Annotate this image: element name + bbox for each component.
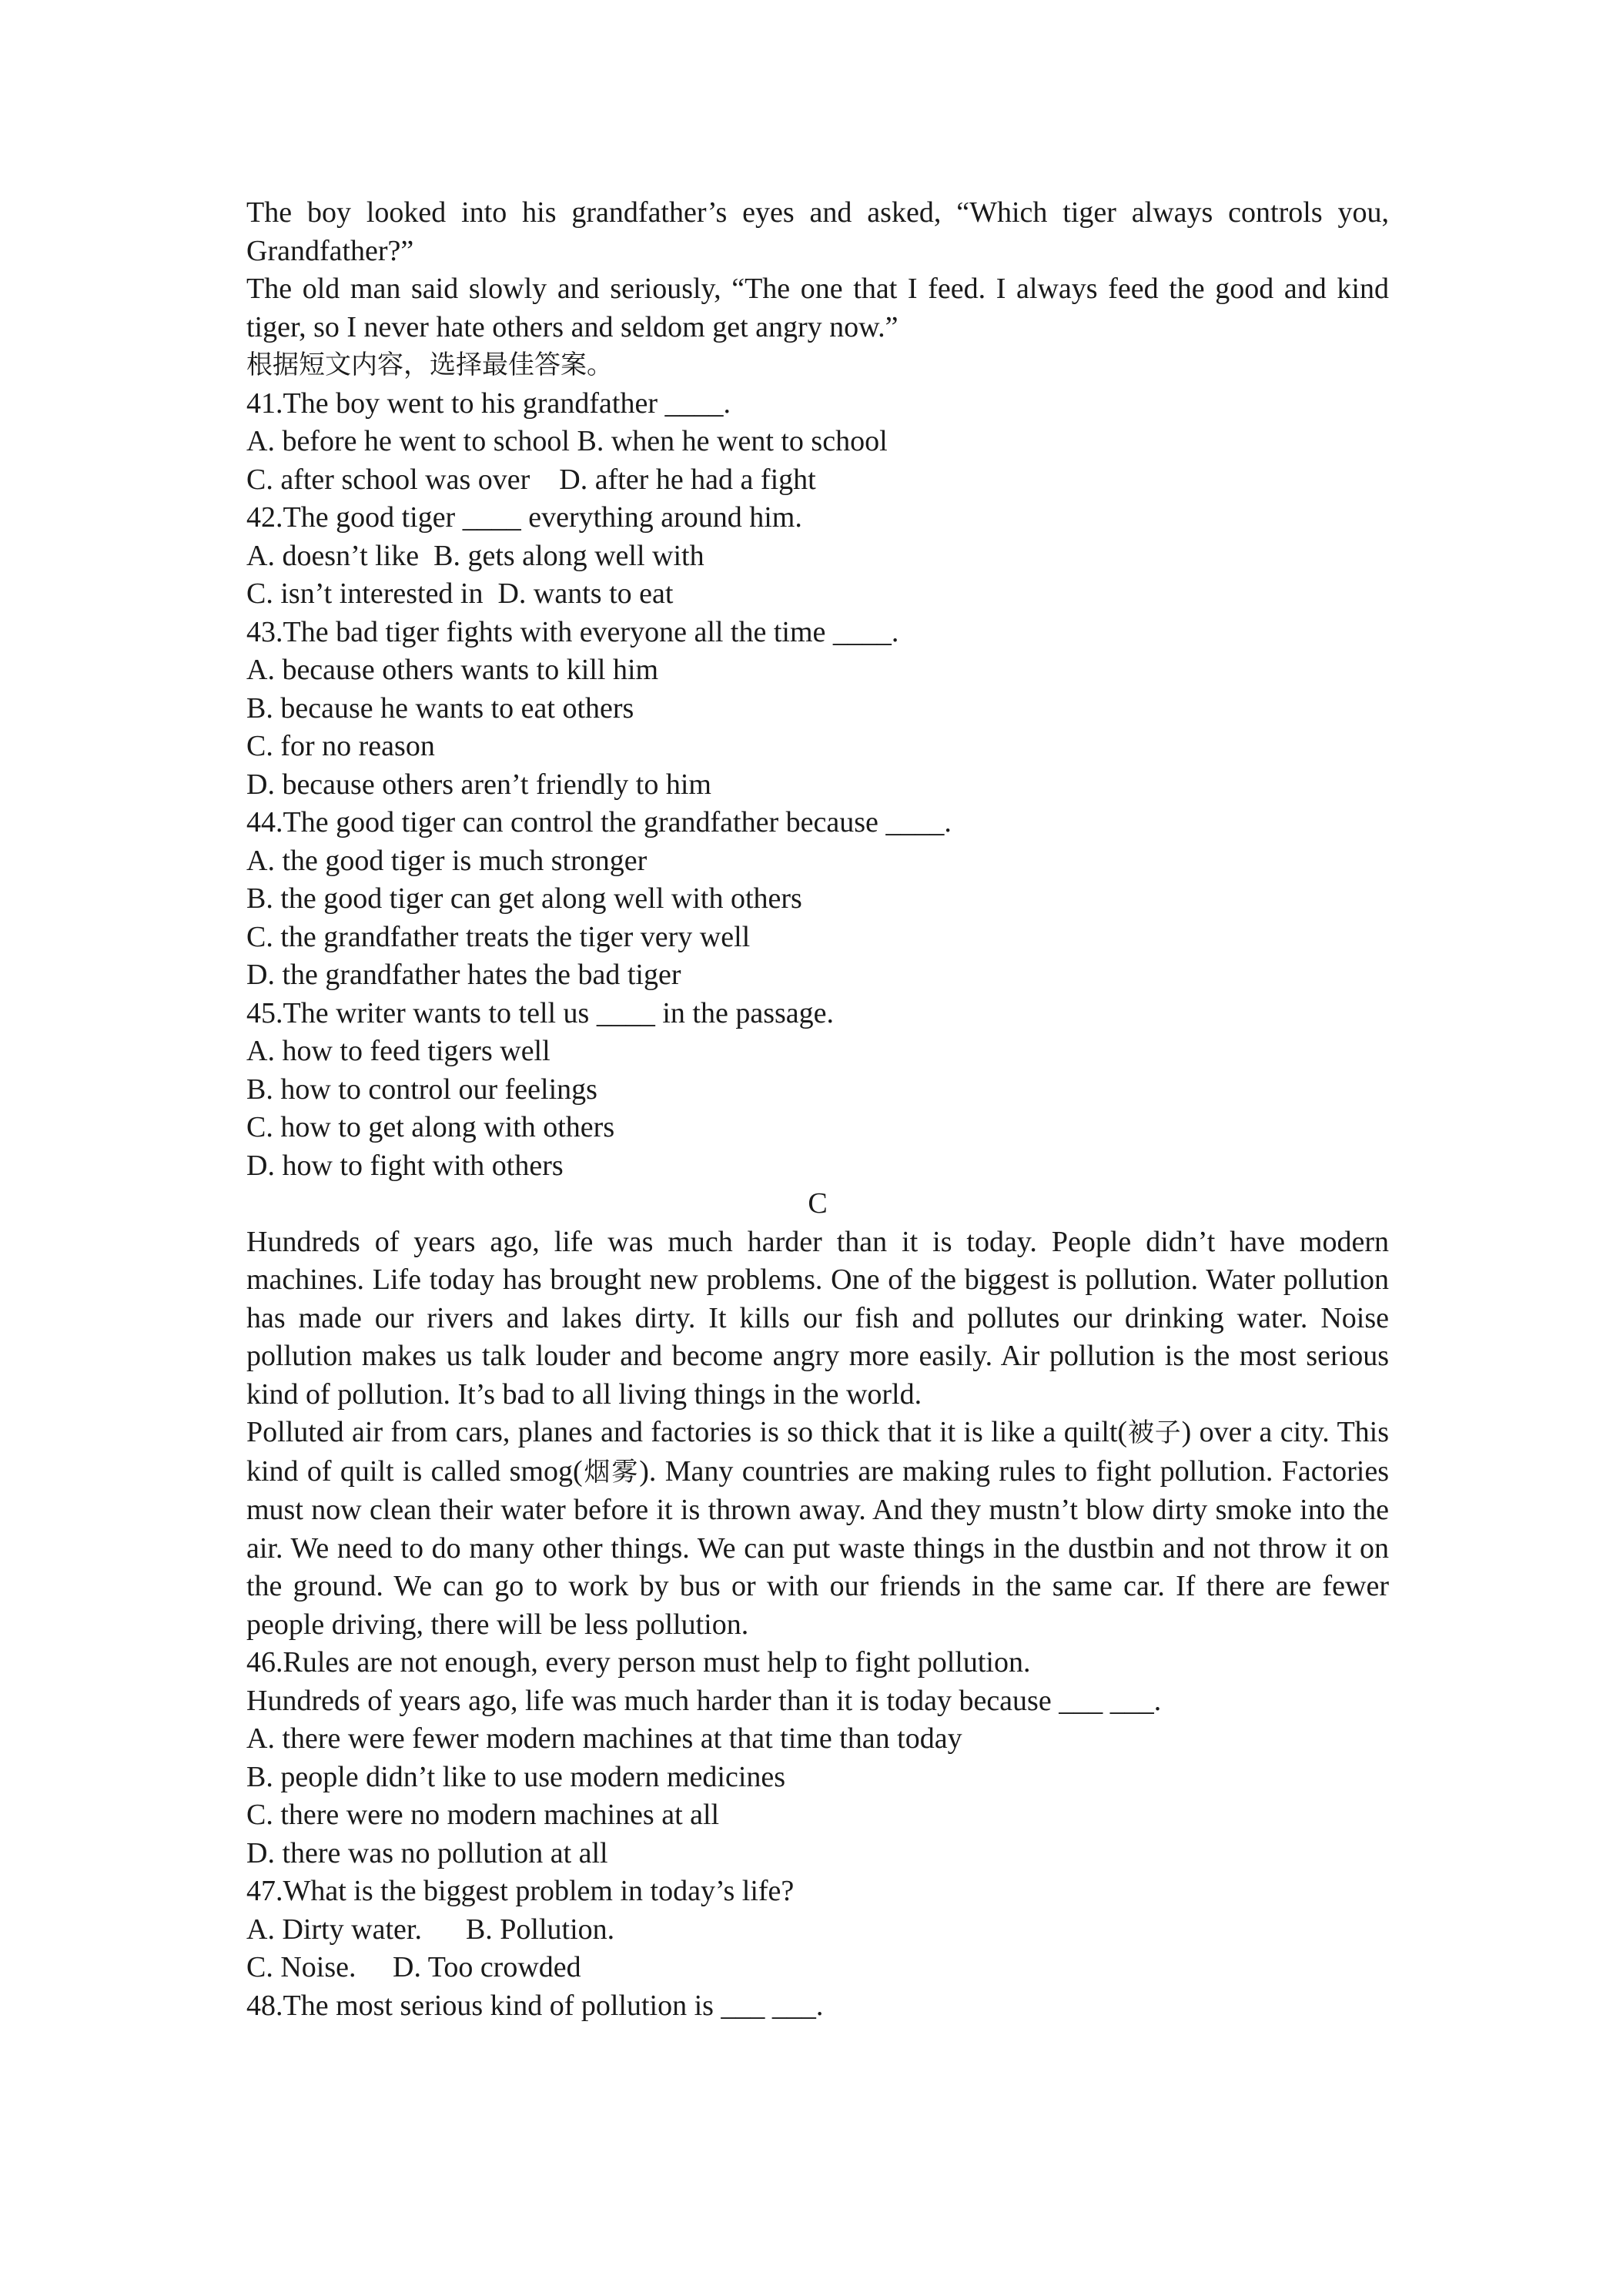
passage-c-paragraph-2 xyxy=(246,1414,1389,1644)
question-45-option-d: D. how to fight with others xyxy=(246,1149,564,1182)
question-43-option-a: A. because others wants to kill him xyxy=(246,654,659,686)
question-43-option-b: B. because he wants to eat others xyxy=(246,691,634,725)
question-42-option-line: C. isn’t interested in D. wants to eat xyxy=(246,577,674,610)
question-45-stem: 45.The writer wants to tell us ____ in the passage. xyxy=(246,996,835,1029)
question-45-option-a: A. how to feed tigers well xyxy=(246,1035,550,1067)
passage-c-closing-line: 46.Rules are not enough, every person must help to fight pollution. xyxy=(246,1646,1031,1678)
question-46-stem: Hundreds of years ago, life was much harder than it is today because ___ ___. xyxy=(246,1684,1162,1717)
question-43-stem: 43.The bad tiger fights with everyone all the time ____. xyxy=(246,615,899,648)
passage-b-paragraph-2: The old man said slowly and seriously, “The one that I feed. I always feed the good and kind tiger, so I never hate others and seldom get angry now.” xyxy=(246,273,1389,343)
question-44-stem: 44.The good tiger can control the grandfather because ____. xyxy=(246,806,952,838)
question-43-option-d: D. because others aren’t friendly to him xyxy=(246,768,711,801)
question-44-option-c: C. the grandfather treats the tiger very well xyxy=(246,920,751,953)
question-44-option-a: A. the good tiger is much stronger xyxy=(246,844,648,877)
question-47-option-line: C. Noise. D. Too crowded xyxy=(246,1951,581,1983)
question-46-option-b: B. people didn’t like to use modern medicines xyxy=(246,1760,786,1793)
gloss-smog: 烟雾 xyxy=(582,1456,640,1488)
instruction-line: 根据短文内容，选择最佳答案。 xyxy=(246,350,613,380)
question-41-option-line: C. after school was over D. after he had a fight xyxy=(246,463,816,496)
question-45-option-c: C. how to get along with others xyxy=(246,1111,615,1143)
passage-c-paragraph-2-part-3: ). Many countries are making rules to fight pollution. Factories must now clean their water before it is thrown away. And they mustn’t blow dirty smoke into the air. We need to do many other things. We can put waste things in the dustbin and not throw it on the ground. We can go to work by bus or with our friends in the same car. If there are fewer people driving, there will be less pollution. xyxy=(246,1454,1390,1641)
question-44-option-d: D. the grandfather hates the bad tiger xyxy=(246,959,681,991)
question-48-stem: 48.The most serious kind of pollution is ___ ___. xyxy=(246,1989,824,2022)
document-page xyxy=(246,194,1389,2025)
section-c-heading: C xyxy=(808,1187,828,1220)
passage-b-paragraph-1: The boy looked into his grandfather’s eyes and asked, “Which tiger always controls you, Grandfather?” xyxy=(246,196,1389,267)
passage-c-paragraph-2-part-2: ) over a city. This kind of quilt is called smog( xyxy=(246,1416,1389,1488)
question-47-option-line: A. Dirty water. B. Pollution. xyxy=(246,1913,615,1946)
passage-c-paragraph-2-part-1: Polluted air from cars, planes and factories is so thick that it is like a quilt( xyxy=(246,1416,1128,1448)
question-42-option-line: A. doesn’t like B. gets along well with xyxy=(246,539,704,572)
question-46-option-a: A. there were fewer modern machines at that time than today xyxy=(246,1722,962,1755)
question-44-option-b: B. the good tiger can get along well with others xyxy=(246,882,802,915)
question-45-option-b: B. how to control our feelings xyxy=(246,1073,597,1106)
question-41-stem: 41.The boy went to his grandfather ____. xyxy=(246,387,731,420)
question-43-option-c: C. for no reason xyxy=(246,730,435,762)
passage-c-paragraph-1: Hundreds of years ago, life was much harder than it is today. People didn’t have modern machines. Life today has brought new problems. One of the biggest is pollution. Water pollution has made our rivers and lakes dirty. It kills our fish and pollutes our drinking water. Noise pollution makes us talk louder and become angry more easily. Air pollution is the most serious kind of pollution. It’s bad to all living things in the world. xyxy=(246,1225,1389,1411)
question-46-option-d: D. there was no pollution at all xyxy=(246,1836,608,1869)
question-42-stem: 42.The good tiger ____ everything around him. xyxy=(246,501,802,534)
question-47-stem: 47.What is the biggest problem in today’s life? xyxy=(246,1875,795,1907)
question-46-option-c: C. there were no modern machines at all xyxy=(246,1799,720,1831)
gloss-quilt: 被子 xyxy=(1127,1417,1182,1448)
question-41-option-line: A. before he went to school B. when he went to school xyxy=(246,425,888,457)
